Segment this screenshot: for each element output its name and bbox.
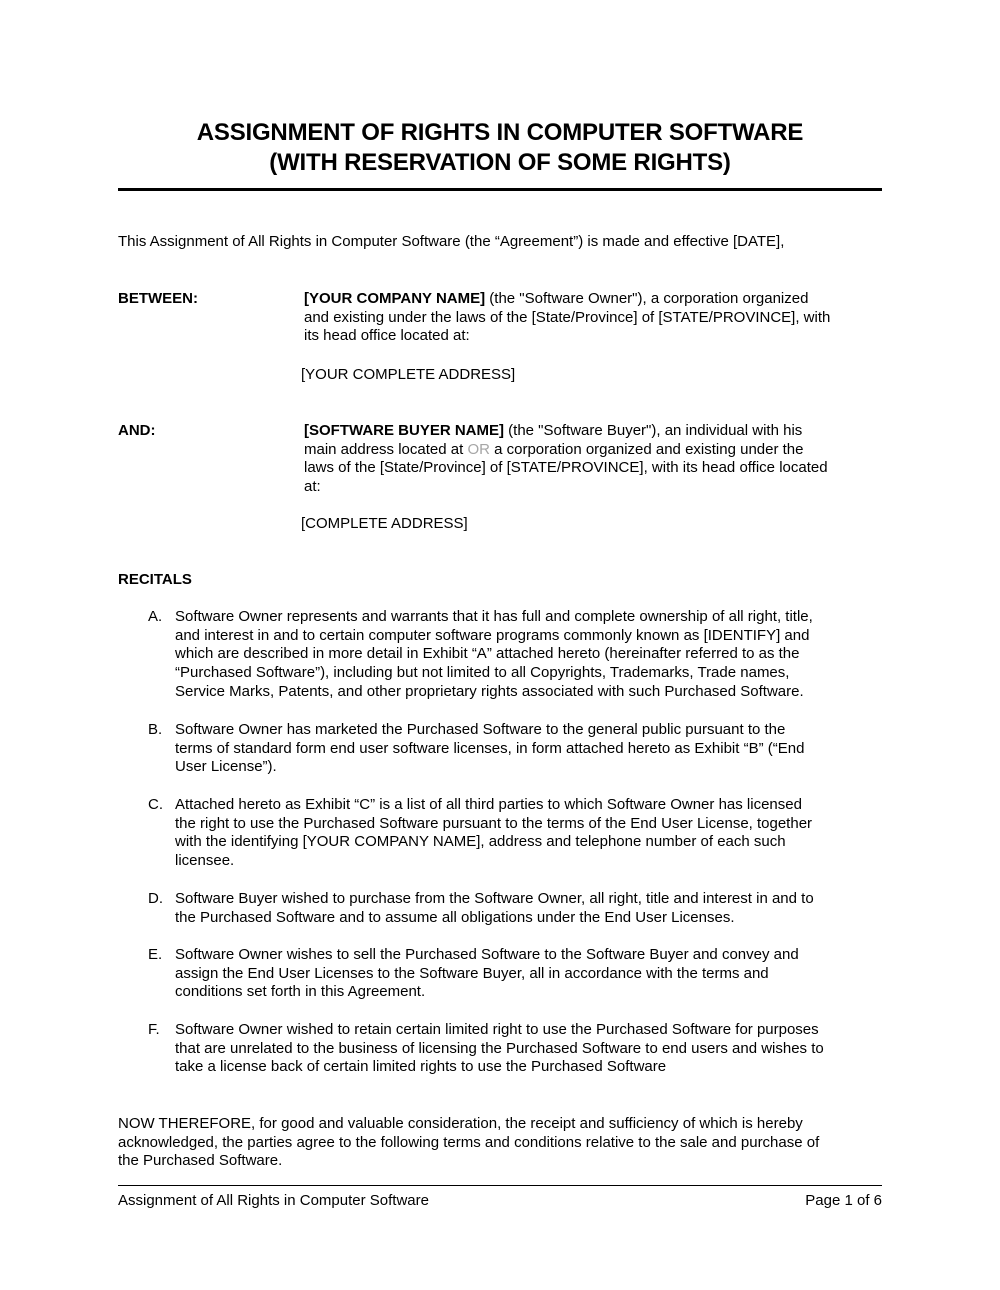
recital-text bbox=[175, 946, 887, 1002]
and-party-description bbox=[304, 422, 882, 497]
recital-line: conditions set forth in this Agreement. bbox=[175, 983, 426, 1001]
recital-letter: A. bbox=[148, 608, 163, 625]
and-desc-line-2-post: a corporation organized and existing under the bbox=[489, 440, 804, 458]
and-address-placeholder: [COMPLETE ADDRESS] bbox=[301, 515, 468, 532]
recital-letter: F. bbox=[148, 1021, 160, 1038]
footer-page-number: Page 1 of 6 bbox=[805, 1192, 882, 1209]
between-label: BETWEEN: bbox=[118, 290, 198, 307]
document-title bbox=[118, 118, 882, 178]
recital-line: Software Owner wishes to sell the Purchased Software to the Software Buyer and convey and bbox=[175, 946, 799, 963]
buyer-name-placeholder: [SOFTWARE BUYER NAME] bbox=[304, 422, 504, 439]
title-line-1: ASSIGNMENT OF RIGHTS IN COMPUTER SOFTWARE bbox=[196, 119, 804, 146]
recital-text bbox=[175, 1021, 887, 1077]
recital-line: Software Owner has marketed the Purchased Software to the general public pursuant to the bbox=[175, 721, 786, 738]
recitals-heading: RECITALS bbox=[118, 571, 192, 588]
recital-text bbox=[175, 890, 887, 927]
recital-line: terms of standard form end user software licenses, in form attached hereto as Exhibit “B” (“End bbox=[175, 739, 805, 757]
recital-line: the Purchased Software and to assume all obligations under the End User Licenses. bbox=[175, 908, 735, 926]
recital-letter: E. bbox=[148, 946, 163, 963]
closing-line-1: NOW THEREFORE, for good and valuable consideration, the receipt and sufficiency of which is hereby bbox=[118, 1115, 803, 1132]
recital-letter: B. bbox=[148, 721, 163, 738]
recital-text bbox=[175, 796, 887, 871]
recital-letter: D. bbox=[148, 890, 163, 907]
closing-line-3: the Purchased Software. bbox=[118, 1152, 283, 1170]
recital-line: assign the End User Licenses to the Software Buyer, all in accordance with the terms and bbox=[175, 964, 769, 982]
or-option-text: OR bbox=[467, 440, 490, 458]
recital-line: Service Marks, Patents, and other proprietary rights associated with such Purchased Software. bbox=[175, 682, 804, 700]
between-party-description bbox=[304, 290, 882, 346]
recital-item bbox=[148, 721, 888, 777]
recital-line: Software Owner represents and warrants that it has full and complete ownership of all right, title, bbox=[175, 608, 813, 625]
recital-item bbox=[148, 890, 888, 927]
company-name-placeholder: [YOUR COMPANY NAME] bbox=[304, 290, 486, 307]
and-desc-line-3: laws of the [State/Province] of [STATE/PROVINCE], with its head office located bbox=[304, 459, 828, 477]
recital-line: licensee. bbox=[175, 852, 235, 870]
recital-line: that are unrelated to the business of licensing the Purchased Software to end users and wishes to bbox=[175, 1039, 824, 1057]
recital-line: Attached hereto as Exhibit “C” is a list of all third parties to which Software Owner has licensed bbox=[175, 796, 802, 813]
between-desc-line-3: its head office located at: bbox=[304, 327, 470, 345]
recital-line: Software Buyer wished to purchase from the Software Owner, all right, title and interest in and to bbox=[175, 890, 814, 907]
footer-divider bbox=[118, 1185, 882, 1186]
recital-line: “Purchased Software”), including but not limited to all Copyrights, Trademarks, Trade names, bbox=[175, 664, 790, 682]
title-line-2: (WITH RESERVATION OF SOME RIGHTS) bbox=[269, 149, 731, 176]
recital-line: User License”). bbox=[175, 758, 277, 776]
recital-item bbox=[148, 1021, 888, 1077]
recital-line: Software Owner wished to retain certain limited right to use the Purchased Software for purposes bbox=[175, 1021, 819, 1038]
recital-line: the right to use the Purchased Software pursuant to the terms of the End User License, together bbox=[175, 814, 813, 832]
between-address-placeholder: [YOUR COMPLETE ADDRESS] bbox=[301, 366, 516, 383]
title-divider bbox=[118, 188, 882, 191]
recital-line: with the identifying [YOUR COMPANY NAME], address and telephone number of each such bbox=[175, 833, 786, 851]
recital-item bbox=[148, 796, 888, 871]
and-desc-line-4: at: bbox=[304, 478, 321, 496]
intro-paragraph: This Assignment of All Rights in Computer Software (the “Agreement”) is made and effective [DATE], bbox=[118, 233, 785, 250]
document-page bbox=[118, 0, 882, 1290]
recital-text bbox=[175, 608, 887, 702]
and-label: AND: bbox=[118, 422, 156, 439]
footer-document-name: Assignment of All Rights in Computer Software bbox=[118, 1192, 429, 1209]
recital-text bbox=[175, 721, 887, 777]
between-desc-line-1: (the "Software Owner"), a corporation organized bbox=[485, 290, 809, 307]
recital-line: take a license back of certain limited rights to use the Purchased Software bbox=[175, 1058, 667, 1076]
recital-line: which are described in more detail in Exhibit “A” attached hereto (hereinafter referred to as the bbox=[175, 645, 800, 663]
recital-item bbox=[148, 608, 888, 702]
between-desc-line-2: and existing under the laws of the [State/Province] of [STATE/PROVINCE], with bbox=[304, 308, 831, 326]
closing-line-2: acknowledged, the parties agree to the following terms and conditions relative to the sale and purchase of bbox=[118, 1133, 820, 1151]
and-desc-line-1: (the "Software Buyer"), an individual with his bbox=[504, 422, 803, 439]
and-desc-line-2-pre: main address located at bbox=[304, 440, 468, 458]
recital-letter: C. bbox=[148, 796, 163, 813]
closing-paragraph bbox=[118, 1115, 884, 1171]
recital-line: and interest in and to certain computer software programs commonly known as [IDENTIFY] and bbox=[175, 626, 810, 644]
recital-item bbox=[148, 946, 888, 1002]
